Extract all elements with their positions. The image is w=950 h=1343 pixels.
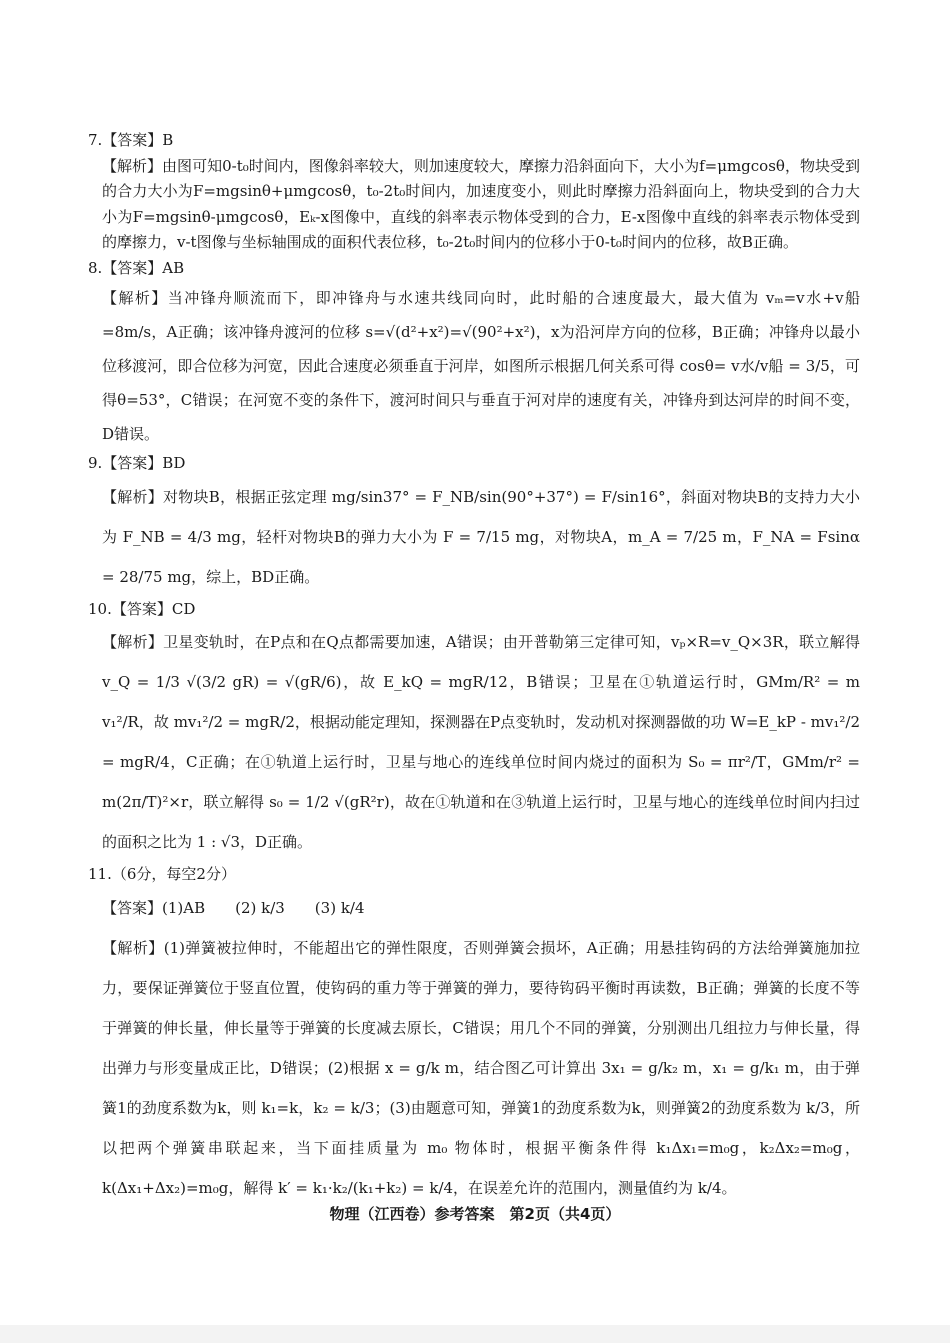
question-11	[88, 862, 860, 1208]
question-10	[88, 597, 860, 863]
q9-analysis: 【解析】对物块B，根据正弦定理 mg/sin37° = F_NB/sin(90°+37°) = F/sin16°，斜面对物块B的支持力大小为 F_NB = 4/3 mg，轻杆对物块B的弹力大小为 F = 7/15 mg，对物块A，m_A = 7/25 m，F_NA = Fsinα = 28/75 mg，综上，BD正确。	[102, 487, 860, 586]
question-9	[88, 451, 860, 597]
q8-analysis: 【解析】当冲锋舟顺流而下，即冲锋舟与水速共线同向时，此时船的合速度最大，最大值为 vₘ=v水+v船=8m/s，A正确；该冲锋舟渡河的位移 s=√(d²+x²)=√(90²+x²)，x为沿河岸方向的位移，B正确；冲锋舟以最小位移渡河，即合位移为河宽，因此合速度必须垂直于河岸，如图所示根据几何关系可得 cosθ= v水/v船 = 3/5，可得θ=53°，C错误；在河宽不变的条件下，渡河时间只与垂直于河对岸的速度有关，冲锋舟到达河岸的时间不变，D错误。	[102, 289, 860, 443]
q8-answer-head: 8.【答案】AB	[88, 258, 185, 277]
question-7	[88, 128, 860, 256]
q10-analysis: 【解析】卫星变轨时，在P点和在Q点都需要加速，A错误；由开普勒第三定律可知，vₚ×R=v_Q×3R，联立解得 v_Q = 1/3 √(3/2 gR) = √(gR/6)，故 E_kQ = mgR/12，B错误；卫星在①轨道运行时，GMm/R² = m v₁²/R，故 mv₁²/2 = mgR/2，根据动能定理知，探测器在P点变轨时，发动机对探测器做的功 W=E_kP - mv₁²/2 = mgR/4，C正确；在①轨道上运行时，卫星与地心的连线单位时间内烧过的面积为 S₀ = πr²/T，GMm/r² = m(2π/T)²×r，联立解得 s₀ = 1/2 √(gR²r)，故在①轨道和在③轨道上运行时，卫星与地心的连线单位时间内扫过的面积之比为 1 : √3，D正确。	[102, 633, 860, 851]
q11-head: 11.（6分，每空2分）	[88, 865, 236, 883]
question-8	[88, 256, 860, 452]
q11-analysis: 【解析】(1)弹簧被拉伸时，不能超出它的弹性限度，否则弹簧会损坏，A正确；用悬挂钩码的方法给弹簧施加拉力，要保证弹簧位于竖直位置，使钩码的重力等于弹簧的弹力，要待钩码平衡时再读数，B正确；弹簧的长度不等于弹簧的伸长量，伸长量等于弹簧的长度减去原长，C错误；用几个不同的弹簧，分别测出几组拉力与伸长量，得出弹力与形变量成正比，D错误；(2)根据 x = g/k m，结合图乙可计算出 3x₁ = g/k₂ m，x₁ = g/k₁ m，由于弹簧1的劲度系数为k，则 k₁=k，k₂ = k/3；(3)由题意可知，弹簧1的劲度系数为k，则弹簧2的劲度系数为 k/3，所以把两个弹簧串联起来，当下面挂质量为 m₀ 物体时，根据平衡条件得 k₁Δx₁=m₀g，k₂Δx₂=m₀g，k(Δx₁+Δx₂)=m₀g，解得 k′ = k₁·k₂/(k₁+k₂) = k/4，在误差允许的范围内，测量值约为 k/4。	[102, 938, 860, 1197]
q11-answer: 【答案】(1)AB (2) k/3 (3) k/4	[102, 898, 365, 917]
answer-content	[88, 128, 860, 1208]
q7-answer-head: 7.【答案】B	[88, 131, 174, 149]
scan-bottom-strip	[0, 1325, 950, 1343]
q7-analysis: 【解析】由图可知0-t₀时间内，图像斜率较大，则加速度较大，摩擦力沿斜面向下，大小为f=μmgcosθ，物块受到的合力大小为F=mgsinθ+μmgcosθ，t₀-2t₀时间内，加速度变小，则此时摩擦力沿斜面向上，物块受到的合力大小为F=mgsinθ-μmgcosθ，Eₖ-x图像中，直线的斜率表示物体受到的合力，E-x图像中直线的斜率表示物体受到的摩擦力，v-t图像与坐标轴围成的面积代表位移，t₀-2t₀时间内的位移小于0-t₀时间内的位移，故B正确。	[102, 156, 860, 251]
page-footer: 物理（江西卷）参考答案 第2页（共4页）	[329, 1205, 621, 1223]
q10-answer-head: 10.【答案】CD	[88, 599, 196, 618]
q9-answer-head: 9.【答案】BD	[88, 454, 186, 472]
